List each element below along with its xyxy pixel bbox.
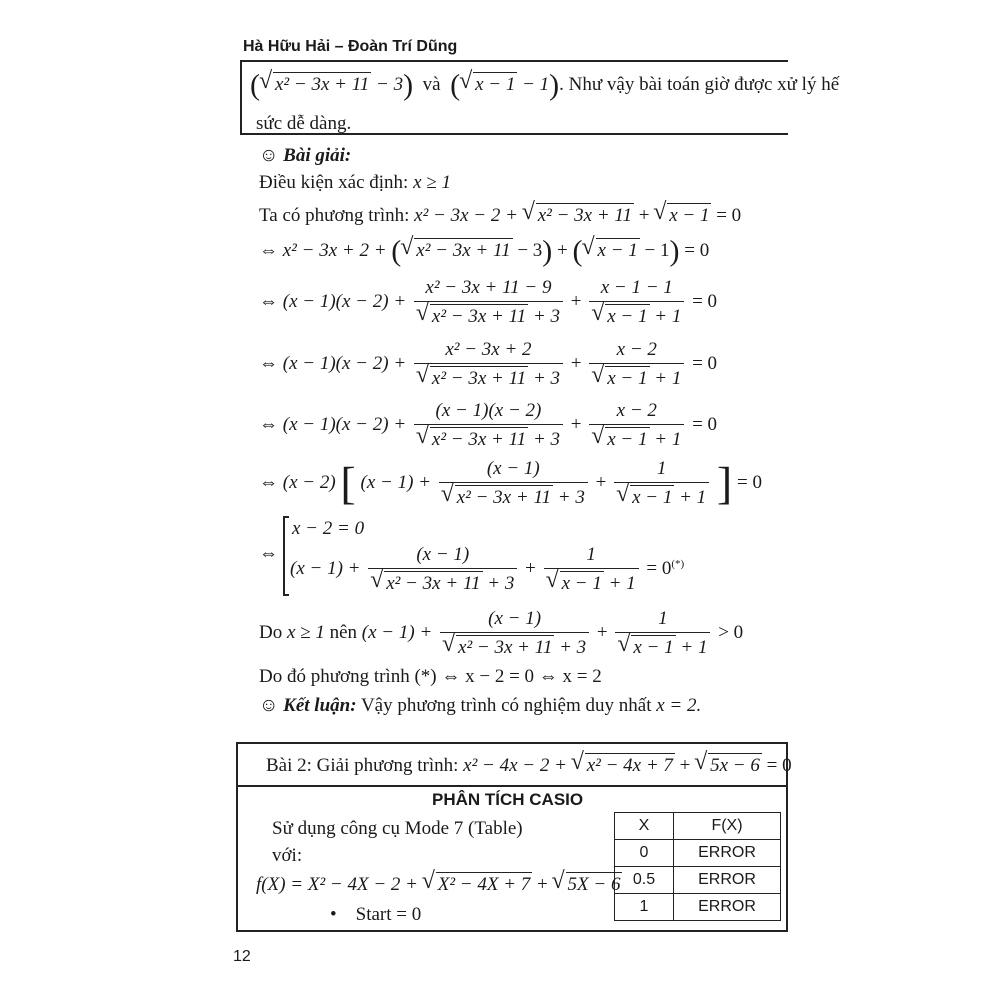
- table-header-cell: F(X): [674, 813, 781, 840]
- expr-part: + 1: [680, 637, 708, 658]
- expr-part: x² − 3x − 2 +: [414, 205, 518, 226]
- equation-line: [259, 203, 741, 227]
- fraction: [439, 458, 588, 509]
- fraction: [589, 400, 684, 451]
- equiv-symbol: ⇔: [259, 352, 278, 374]
- problem-text: Giải phương trình:: [316, 755, 459, 776]
- bullet-icon: •: [330, 904, 337, 925]
- radicand: x² − 3x + 11: [386, 573, 481, 594]
- casio-table: [614, 812, 781, 921]
- radicand: x − 1: [669, 205, 710, 226]
- start-value: Start = 0: [355, 904, 422, 925]
- casio-function: [256, 872, 622, 896]
- table-row: [615, 894, 781, 921]
- radicand: x − 1: [607, 368, 648, 389]
- radicand: X² − 4X + 7: [437, 874, 531, 895]
- problem-2-statement: [266, 753, 792, 777]
- numerator: (x − 1): [368, 544, 517, 569]
- equiv-symbol: ⇔: [259, 471, 278, 493]
- step-5: ⇔ (x − 2) [ (x − 1) + (x − 1) √ x² − 3x + 11 + 3 + 1 √ x − 1 + 1 ] = 0: [259, 458, 762, 509]
- numerator: x² − 3x + 2: [414, 339, 563, 364]
- expr-part: = 0: [692, 290, 718, 312]
- expr-part: (x − 1)(x − 2) +: [282, 413, 407, 435]
- expr-part: + 1: [679, 487, 707, 508]
- numerator: 1: [615, 608, 710, 633]
- text: nên: [329, 621, 358, 643]
- problem-box-divider: [236, 785, 788, 787]
- expr-part: (x − 1) +: [290, 557, 361, 579]
- table-cell: 0.5: [615, 867, 674, 894]
- fraction: [440, 608, 589, 659]
- expr-part: f(X) = X² − 4X − 2 +: [256, 874, 418, 895]
- expr-part: x ≥ 1: [286, 621, 325, 643]
- numerator: (x − 1): [439, 458, 588, 483]
- table-cell: 0: [615, 840, 674, 867]
- numerator: x − 2: [589, 339, 684, 364]
- connector-text: và: [422, 74, 441, 95]
- table-cell: 1: [615, 894, 674, 921]
- radicand: x² − 3x + 11: [431, 429, 527, 450]
- fraction: [615, 608, 710, 659]
- expr-part: = 0: [737, 471, 762, 493]
- casio-line-2: với:: [272, 845, 303, 866]
- expr-part: + 3: [487, 573, 515, 594]
- expr-part: ⇔ x² − 3x + 2 +: [259, 240, 387, 261]
- condition-value: x ≥ 1: [413, 172, 451, 193]
- box-line-2: sức dễ dàng.: [256, 113, 352, 134]
- radicand: x² − 3x + 11: [416, 240, 511, 261]
- fraction: [589, 339, 684, 390]
- expr-part: + 1: [654, 368, 682, 389]
- conclusion-label: ☺ Kết luận:: [259, 695, 357, 716]
- fraction: [368, 544, 517, 595]
- case-bracket: [283, 516, 285, 596]
- expr-part: +: [570, 290, 582, 312]
- conclusion-text: Vậy phương trình có nghiệm duy nhất: [360, 695, 652, 716]
- expr-part: + 3: [532, 429, 561, 450]
- page-number: 12: [233, 948, 251, 965]
- radicand: x² − 3x + 11: [537, 205, 632, 226]
- expr-part: x² − 4x − 2 +: [463, 755, 567, 776]
- expr-part: +: [570, 413, 582, 435]
- equiv-symbol: ⇔: [259, 543, 278, 564]
- step-4: [259, 400, 717, 451]
- radicand: x − 1: [632, 487, 673, 508]
- case-2: [290, 544, 684, 595]
- expr-part: +: [525, 557, 536, 579]
- table-row: [615, 867, 781, 894]
- expr-part: + 3: [559, 637, 587, 658]
- numerator: 1: [614, 458, 709, 483]
- numerator: x − 2: [589, 400, 684, 425]
- text: Do: [259, 621, 283, 643]
- numerator: x − 1 − 1: [589, 277, 684, 302]
- header-rule: [240, 60, 788, 62]
- expr-part: = 0: [646, 557, 672, 579]
- fraction: [414, 400, 563, 451]
- problem-label: Bài 2:: [266, 755, 312, 776]
- equiv-symbol: ⇔: [259, 413, 278, 435]
- solution-heading: ☺ Bài giải:: [259, 145, 352, 166]
- casio-start: [330, 904, 421, 926]
- fraction: [414, 277, 563, 328]
- fraction: [544, 544, 639, 595]
- expr-part: + 3: [557, 487, 585, 508]
- table-row: [615, 840, 781, 867]
- table-cell: ERROR: [674, 867, 781, 894]
- equiv-symbol: ⇔: [259, 290, 278, 312]
- radicand: x² − 3x + 11: [431, 368, 527, 389]
- radicand: x − 1: [633, 637, 674, 658]
- expr-part: (x − 2): [282, 471, 336, 493]
- expr-part: + 3: [532, 368, 561, 389]
- expr-part: = 0: [716, 205, 742, 226]
- conclusion-line: [259, 695, 701, 717]
- expr-part: +: [595, 471, 607, 493]
- expr-part: +: [596, 621, 608, 643]
- conclusion-value: x = 2.: [656, 695, 702, 716]
- table-cell: ERROR: [674, 894, 781, 921]
- radicand: x − 1: [607, 429, 648, 450]
- radicand: x² − 4x + 7: [586, 755, 673, 776]
- expr-part: (x − 1)(x − 2) +: [282, 290, 407, 312]
- expr-part: − 3: [376, 74, 404, 95]
- step-2: [259, 277, 717, 328]
- fraction: [589, 277, 684, 328]
- expr-part: > 0: [718, 621, 744, 643]
- expr-part: + 1: [608, 573, 636, 594]
- numerator: x² − 3x + 11 − 9: [414, 277, 563, 302]
- radicand: x² − 3x + 11: [431, 306, 527, 327]
- expr-part: +: [638, 205, 650, 226]
- problem-box-top: [236, 742, 788, 744]
- radicand: x² − 3x + 11: [456, 487, 552, 508]
- radicand: x² − 3x + 11: [275, 74, 370, 95]
- expr-part: (x − 1) +: [361, 621, 433, 643]
- therefore-line: Do đó phương trình (*) ⇔ x − 2 = 0 ⇔ x = 2: [259, 666, 602, 687]
- step-1: ⇔ x² − 3x + 2 + (√ x² − 3x + 11 − 3) + (√ x − 1 − 1) = 0: [259, 238, 709, 262]
- expr-part: + 1: [654, 429, 682, 450]
- running-header-author: Hà Hữu Hải – Đoàn Trí Dũng: [243, 38, 458, 55]
- box-line-1: (√ x² − 3x + 11 − 3) và (√ x − 1 − 1). Như vậy bài toán giờ được xử lý hế: [250, 72, 839, 96]
- problem-box-left: [236, 742, 238, 932]
- radicand: 5x − 6: [710, 755, 760, 776]
- fraction: [414, 339, 563, 390]
- radicand: x − 1: [561, 573, 602, 594]
- table-header-cell: X: [615, 813, 674, 840]
- expr-part: − 1: [644, 240, 670, 261]
- numerator: (x − 1)(x − 2): [414, 400, 563, 425]
- expr-part: − 3: [517, 240, 543, 261]
- radicand: x² − 3x + 11: [458, 637, 553, 658]
- table-cell: ERROR: [674, 840, 781, 867]
- condition-line: [259, 172, 451, 194]
- expr-part: + 1: [654, 306, 682, 327]
- problem-box-bottom: [236, 930, 788, 932]
- radicand: x − 1: [607, 306, 648, 327]
- expr-part: (x − 1) +: [360, 471, 431, 493]
- fraction: [614, 458, 709, 509]
- radicand: x − 1: [597, 240, 638, 261]
- expr-part: +: [557, 240, 568, 261]
- casio-title: PHÂN TÍCH CASIO: [432, 790, 584, 809]
- expr-part: = 0: [692, 352, 718, 374]
- box-left-border: [240, 60, 242, 135]
- box-text: . Như vậy bài toán giờ được xử lý hế: [559, 74, 840, 95]
- expr-part: = 0: [684, 240, 710, 261]
- case-1: x − 2 = 0: [292, 518, 365, 539]
- numerator: 1: [544, 544, 639, 569]
- case-bracket-bottom: [283, 594, 289, 596]
- expr-part: − 1: [522, 74, 550, 95]
- casio-line-1: Sử dụng công cụ Mode 7 (Table): [272, 818, 523, 839]
- table-header-row: [615, 813, 781, 840]
- expr-part: + 3: [532, 306, 561, 327]
- expr-part: +: [537, 874, 548, 895]
- condition-label: Điều kiện xác định:: [259, 172, 409, 193]
- radicand: x − 1: [475, 74, 516, 95]
- positivity-line: [259, 608, 743, 659]
- radicand: 5X − 6: [567, 874, 621, 895]
- expr-part: +: [679, 755, 691, 776]
- expr-part: (x − 1)(x − 2) +: [282, 352, 407, 374]
- star-mark: (*): [671, 557, 685, 570]
- case-bracket-top: [283, 516, 289, 518]
- equation-label: Ta có phương trình:: [259, 205, 410, 226]
- expr-part: +: [570, 352, 582, 374]
- expr-part: = 0: [692, 413, 718, 435]
- expr-part: = 0: [766, 755, 792, 776]
- step-3: [259, 339, 717, 390]
- numerator: (x − 1): [440, 608, 589, 633]
